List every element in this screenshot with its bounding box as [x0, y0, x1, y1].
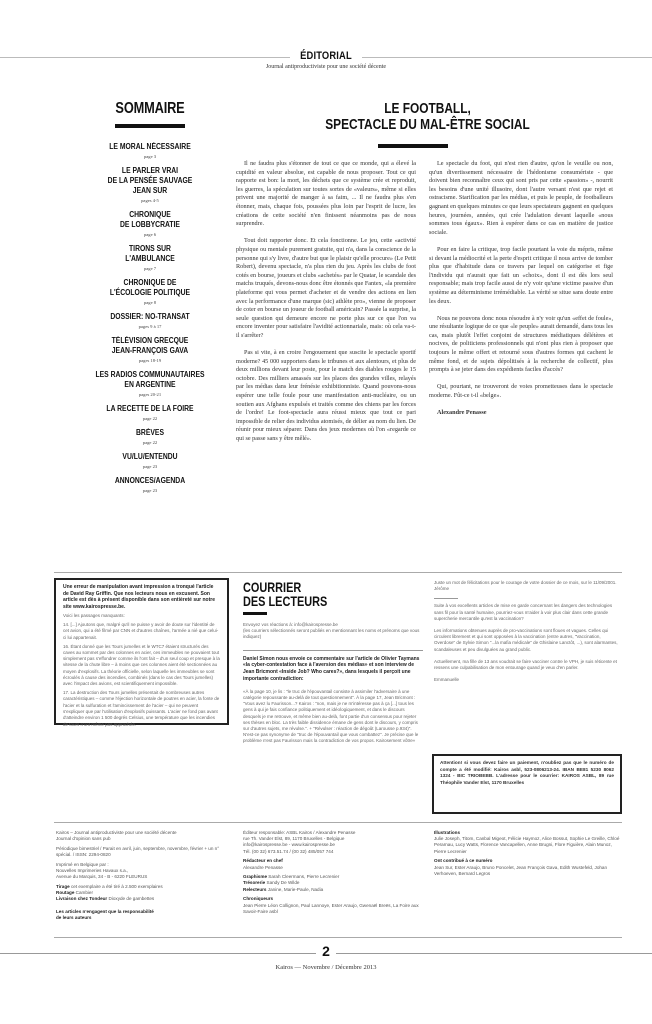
letters-body: «À la page 10, je lis : "le truc de l'épouvantail consiste à assimiler l'adversaire à une catégorie repoussante au-delà de tout questionnement". À la page 17, Jean Bricmont : "Vous avez lu Faurisson...? Kairos : "non, mais je ne m'intéresse pas à ça [...] tous les gens à qui je fais confiance politiquement et idéologiquement, et dans le discours desquels je me retrouve, et même bien au-delà, font partie d'un consensus pour rejeter ses thèses en bloc. La très faible dissidence émane de gens dont le discours, y compris sur d'autres sujets, me révulse.". + "Révulser : réaction de dégoût (Larousse p.934)". N'est-ce pas synonyme de "truc de l'épouvantail que vous combattez". Je précise que le problème n'est pas Faurisson mais la contradiction de vos propos. Kairosement vôtre» [243, 688, 419, 744]
toc-item[interactable] [84, 278, 216, 305]
toc-item-title: ANNONCES/AGENDA [114, 476, 186, 485]
article-paragraph: Qui, pourtant, ne trouveront de voies prometteuses dans le spectacle moderne. Fût-ce t-il «belge». [429, 383, 613, 400]
letter: Juste un mot de félicitations pour le courage de votre dossier de ce mois, sur le 11/09/2001. Jérôme [434, 580, 617, 592]
toc-item-title: LE PARLER VRAI DE LA PENSÉE SAUVAGE JEAN SUR [107, 166, 193, 195]
toc-item-pages: pages 9 à 17 [138, 324, 162, 329]
toc-item[interactable] [84, 428, 216, 445]
colophon-journal: Kairos – Journal antiproductiviste pour une société décente Journal d'opinion sans pub [56, 830, 177, 842]
toc-item-pages: page 7 [143, 266, 157, 271]
toc-item-title: LA RECETTE DE LA FOIRE [106, 404, 194, 413]
payment-notice-box: Attention! si vous devez faire un paiement, n'oubliez pas que le numéro de compte a été modifié: Kairos asbl, 523-0806213-24. IBAN BE81 5230 8062 1324 - BIC TRIOBEBB. L'adresse pour le courrier: KAIROS ASBL, 89 rue Théophile Vander Elst, 1170 Bruxelles [432, 754, 622, 814]
colophon-disclaimer: Les articles n'engagent que la responsabilité de leurs auteurs [56, 908, 154, 920]
toc-item[interactable] [84, 166, 216, 203]
article-title: LE FOOTBALL, SPECTACLE DU MAL-ÊTRE SOCIAL [325, 101, 530, 133]
colophon-routage: Routage Cambier [56, 890, 94, 896]
erratum-paragraph: Voici les passages manquants: [63, 613, 125, 619]
toc-item-title: CHRONIQUE DE L'ÉCOLOGIE POLITIQUE [109, 278, 191, 297]
article-column-1 [236, 160, 416, 452]
colophon-illustrations: Illustrations Julie Joseph, Titom, Canbal Migeot, Félicie Haymoz, Alice Bossut, Sophie Le Greille, Chloé Perarnau, Lucy Watts, Florence Vancapellen, Anne Brugni, Flore Figuière, Alain Munoz, Pierre Lecrenier [434, 830, 620, 854]
toc-item-pages: pages 20-21 [138, 392, 162, 397]
colophon-proofreaders: Relecteurs Janine, Marie-Paule, Nadia [243, 886, 324, 892]
toc-item-pages: page 6 [143, 232, 157, 237]
article-paragraph: Le spectacle du foot, qui n'est rien d'autre, qu'on le veuille ou non, qu'un divertissement nécessaire de l'hédonisme consumériste - que doivent bien reconnaître ceux qui sont pris par cette «passion» -, nourrit les besoins d'une unité illusoire, dont l'autre versant n'est que rejet et ostracisme. Starification par les médias, et puis le peuple, de footballeurs gagnant en quelques minutes ce que leurs spectateurs gagnent en quelques heures, journées, années, qui crée l'adulation devant laquelle «nous sommes tous égaux». Rien à espérer dans ce cas en matière de justice sociale. [429, 160, 613, 236]
colophon-livraison: Livraison chez Tondeur Dioxyde de gambettes [56, 896, 155, 902]
colophon-middle [243, 830, 423, 918]
toc-item[interactable] [84, 476, 216, 493]
letters-lead: Daniel Simon nous envoie ce commentaire sur l'article de Olivier Taymans «la cyber-contestation face à l'aversion des médias» et son interview de Jean Bricmont «Inside Job? Who cares?», dans lesquels il perçoit une importante contradiction: [243, 650, 423, 683]
toc-item[interactable] [84, 336, 216, 363]
colophon-tirage: Tirage cet exemplaire a été tiré à 2.500 exemplaires [56, 883, 163, 889]
toc-title-bar [115, 124, 185, 128]
article-paragraph: Tout doit rapporter donc. Et cela fonctionne. Le jeu, cette «activité physique ou mentale purement gratuite, qui n'a, dans la conscience de la personne qui s'y livre, d'autre but que le plaisir qu'elle procure» (Le Petit Robert), devenu spectacle, n'a plus rien du jeu. Après les clubs de foot cotés en bourse, joueurs et clubs «achetés» par le Quatar, le scandale des matchs truqués, devons-nous donc être étonnés que Fantex, «la première plateforme qui vous permet d'acheter et de vendre des actions en lien avec la performance d'une marque (sic) athlète pro», vienne de proposer de coter en bourse un joueur de football américain? Passée la surprise, la seule question qui demeure encore ne porte plus sur ce que l'on va encore inventer pour satisfaire l'avidité actionnariale, mais: où cela va-t-il s'arrêter? [236, 237, 416, 339]
toc-item[interactable] [84, 312, 216, 329]
toc-item-pages: page 22 [142, 416, 158, 421]
page-number: 2 [322, 943, 330, 959]
toc-item-title: TÉLÉVISION GRECQUE JEAN-FRANÇOIS GAVA [111, 336, 189, 355]
toc-item-title: LES RADIOS COMMUNAUTAIRES EN ARGENTINE [95, 370, 205, 389]
toc-item-pages: pages 4-5 [141, 198, 159, 203]
letters-section [243, 580, 423, 748]
colophon-printer: Imprimé en Belgique par : Nouvelles Imprimeries Havaux s.a., Avenue du Marquis, 34 - B - 6220 FLEURUS [56, 861, 148, 880]
colophon-chief: Rédacteur en chef Alexandre Penasse [243, 858, 283, 870]
toc-item-pages: page 3 [143, 154, 157, 159]
toc-item-pages: page 22 [142, 440, 158, 445]
toc-item-title: TIRONS SUR L'AMBULANCE [125, 244, 175, 263]
letter: Actuellement, ma fille de 13 ans voudrait se faire vacciner contre le VPH, je suis réticente et ressens une culpabilisation de mon entourage quand je veux d'en parler. [434, 658, 617, 671]
toc-item[interactable] [84, 370, 216, 397]
article-paragraph: Nous ne pouvons donc nous résoudre à n'y voir qu'un «effet de foule», une résultante logique de ce que «le peuple» aurait demandé, dans tous les cas, mais plutôt l'effet conjoint de structures médiatiques délétères et nocives, de politiciens professionnels qui n'ont plus rien à proposer que toujours le même offert et retourné sous d'autres formes qui cachent le même fond, et de sujets dépolitisés à la recherche de collectif, plus prompts à se jeter dans des expédients faciles d'accès? [429, 314, 614, 374]
toc-item-pages: pages 18-19 [138, 358, 162, 363]
colophon-bottom-rule [54, 937, 622, 938]
erratum-paragraph: 16. Étant donné que les Tours jumelles et le WTC7 étaient structurés des caves au sommet par des colonnes en acier, ces immeubles ne pouvaient tout simplement pas s'effondrer comme ils l'ont fait – d'un seul coup et presque à la vitesse de la chute libre – à moins que ces colonnes aient été sectionnées au moyen d'explosifs. La théorie officielle, selon laquelle les immeubles se sont écroulés à cause des incendies, combinés (dans le cas des Tours jumelles) avec l'impact des avions, est scientifiquement impossible. [63, 643, 220, 687]
letters-title-bar [243, 612, 267, 615]
article-signature: Alexandre Penasse [437, 409, 487, 417]
letter: Les informations obtenues auprès de pro-vaccinations sont floues et vagues. Celles qui circulent librement et qui sont opposées à la vaccination (entre autres, "Vaccination, Overdose" de Sylvie Simon "...la mafia médicale" de Ghislaine Lanctôt, ...), sont alarmantes, scandaleuses et peu divulguées au grand public. [434, 628, 618, 652]
toc-item-title: DOSSIER: NO-TRANSAT [110, 312, 190, 321]
toc-item[interactable] [84, 452, 216, 469]
erratum-paragraph: 17. La destruction des Tours jumelles présentait de nombreuses autres caractéristiques – comme l'éjection horizontale de poutres en acier, la fonte de l'acier et la sulfuration et l'amincissement de l'acier – qui ne peuvent s'expliquer que par l'utilisation d'explosifs puissants. L'acier ne fond pas avant d'atteindre environ 1 500 degrés Celsius, une température que les incendies de tours n'ont même pas approchée. [63, 690, 220, 727]
table-of-contents [84, 100, 216, 500]
issue-label: Kairos — Novembre / Décembre 2013 [275, 964, 377, 971]
colophon-contributors: Ont contribué à ce numéro Jean Sur, Ester Araujo, Bruno Poncelet, Jean François Gava, Edith Wustefeld, Johan Verhoeven, Bernard Legros [434, 858, 608, 876]
article-column-2 [429, 160, 613, 426]
letter: Suite à vos excellents articles de mise en garde concernant les dangers des technologies sans fil pour la santé humaine, pourriez-vous m'aider à voir plus clair dans cette grande supercherie mercantile qu'est la vaccination? [434, 603, 613, 621]
colophon-left [56, 830, 231, 924]
toc-item[interactable] [84, 404, 216, 421]
toc-item-title: VU/LU/ENTENDU [122, 452, 178, 461]
erratum-paragraph: 14. [...] Ajoutons que, malgré qu'il ne puisse y avoir de doute sur l'identité de cet avion, qui a été filmé par CNN et d'autres chaînes, l'armée a nié que celui-ci lui appartenait. [63, 622, 219, 640]
letters-title: COURRIER DES LECTEURS [243, 579, 328, 609]
colophon-graphics: Graphisme Sarah Cleermans, Pierre Lecrenier [243, 874, 340, 880]
toc-item-pages: page 23 [142, 464, 158, 469]
toc-item[interactable] [84, 210, 216, 237]
colophon-treasury: Trésorerie Sandy De Wilde [243, 880, 300, 886]
erratum-box [54, 578, 229, 725]
colophon-editor: Éditeur responsable: ASBL Kairos / Alexandre Penasse rue Th. Vander Elst, 89, 1170 Bruxelles - Belgique info@kairospresse.be - www.kairospresse.be Tél. (00 32) 673.51.74 / (00 32) 485/057 744 [243, 830, 356, 854]
toc-item-pages: page 8 [143, 300, 157, 305]
article-paragraph: Pas si vite, à en croire l'engouement que suscite le spectacle sportif moderne? 45 000 supporters dans le tribunes et aux alentours, et plus de deux millions devant leur poste, pour le match des diables rouges le 15 octobre. Des milliers amassés sur les places des grandes villes, relayés par les médias dans leur frénésie exhibitionniste. Quand pouvons-nous espérer une telle foule pour une manifestation anti-nucléaire, ou un soutien aux Afghans expulsés et traités comme des chiens par les forces de l'ordre! Le foot-spectacle aura réussi mieux que tout ce pari impossible de relier des individus atomisés, de délier au nom du lien. De réunir pour mieux séparer. Dans des jeux modernes où l'on «regarde ce qui se passe sans y être mêlé». [236, 349, 416, 442]
toc-item-title: CHRONIQUE DE LOBBYCRATIE [120, 210, 180, 229]
colophon-periodicity: Périodique bimestriel / Parait en avril, juin, septembre, novembre, février + un n° spécial. / ISSN: 2294-0820 [56, 845, 220, 858]
letters-intro: Envoyez vos réactions à: info@kairospresse.be (les courriers sélectionnés seront publiés en mentionnant les noms et prénoms que vous indiquez) [243, 622, 420, 640]
article-title-bar [378, 144, 448, 148]
article-paragraph: Il ne faudra plus s'étonner de tout ce que ce monde, qui a élevé la cupidité en valeur absolue, est capable de nous proposer. Tout ce qui rapporte est bon: la mort, les déchets que ce système crée et reproduit, les guerres, la spéculation sur toutes sortes de «valeurs», même si elles privent une majorité de manger à sa faim, ... Il ne faudra plus s'en étonner, mais, chaque fois, poussées plus loin par l'esprit de lucre, les créations de cette société n'en finissent néanmoins pas de nous surprendre. [236, 160, 416, 228]
reader-letters [434, 580, 622, 689]
journal-subtitle: Journal antiproductiviste pour une société décente [265, 64, 387, 70]
toc-item-pages: page 23 [142, 488, 158, 493]
erratum-lead: Une erreur de manipulation avant impression a tronqué l'article de David Ray Griffin. Que nos lecteurs nous en excusent. Son article est dès à présent disponible dans son entièreté sur notre site www.kairospresse.be. [63, 584, 215, 610]
article-paragraph: Pour en faire la critique, trop facile pourtant la voie du mépris, même si devant la médiocrité et la perte d'esprit critique il nous arrive de tomber plus que d'habitude dans ce travers par lequel on catégorise et fige l'individu qui n'aurait que fait un «choix», dont il est dès lors seul responsable; mais trop facile aussi de n'y voir qu'une victime passive d'un système au déterminisme irrémédiable. La vérité se situe sans doute entre les deux. [429, 245, 613, 305]
section-divider [54, 572, 622, 573]
toc-title: SOMMAIRE [115, 100, 185, 117]
toc-item-title: LE MORAL NÉCESSAIRE [109, 142, 191, 151]
colophon-rule [54, 822, 622, 823]
toc-item[interactable] [84, 142, 216, 159]
letter-separator [434, 598, 458, 599]
toc-item[interactable] [84, 244, 216, 271]
toc-item-title: BRÈVES [136, 428, 164, 437]
letter-signature: Emmanuelle [434, 677, 460, 683]
colophon-columnists: Chroniqueurs Jean Pierre Léon Collignon, Paul Lannoye, Ester Araujo, Gwenaël Breës, La Foire aux Savoir-Faire asbl [243, 896, 419, 914]
section-title: ÉDITORIAL [300, 50, 352, 62]
colophon-right [434, 830, 622, 880]
